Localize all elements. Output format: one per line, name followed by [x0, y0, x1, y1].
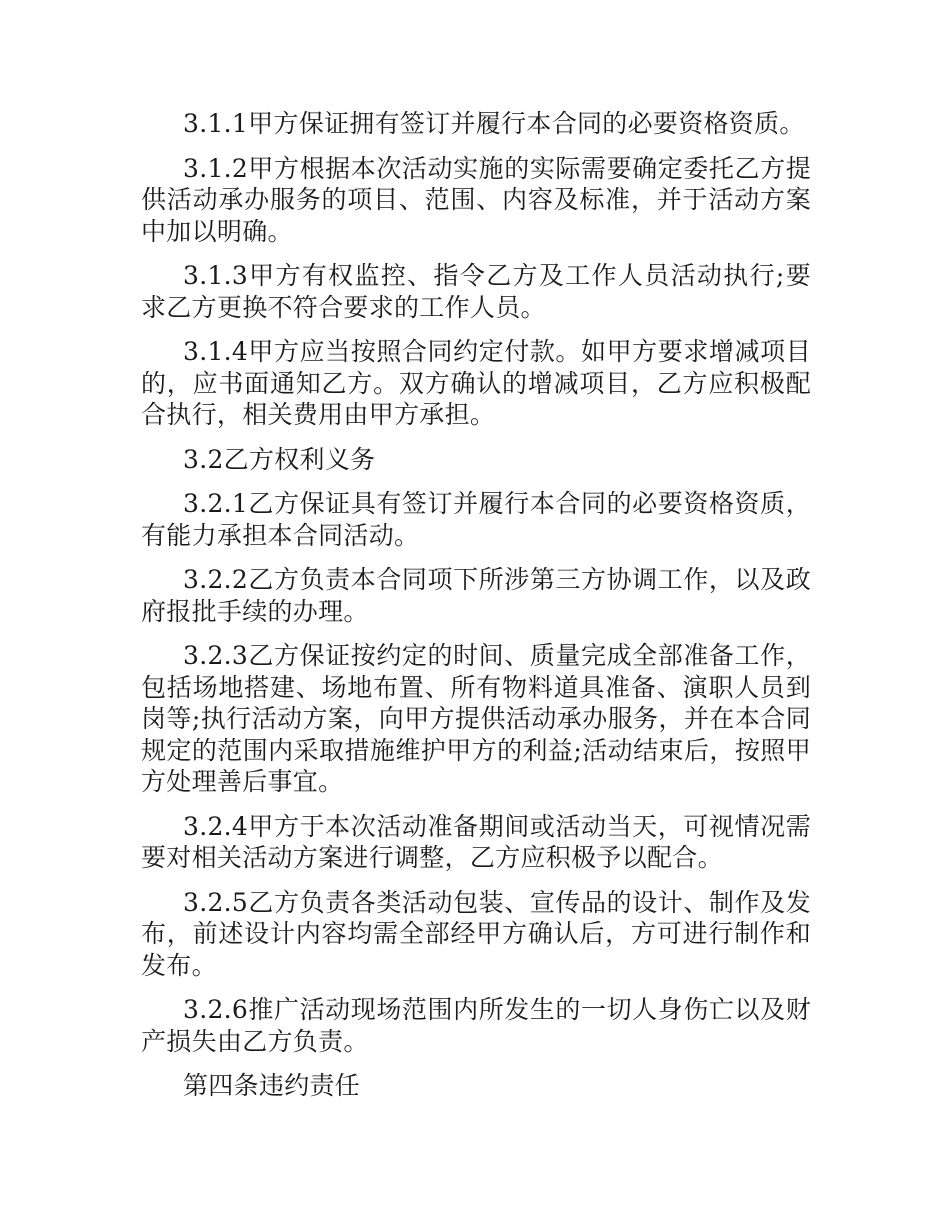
clause-3-2-1: 3.2.1乙方保证具有签订并履行本合同的必要资格资质，有能力承担本合同活动。 [141, 489, 811, 550]
clause-3-2-6: 3.2.6推广活动现场范围内所发生的一切人身伤亡以及财产损失由乙方负责。 [141, 995, 811, 1056]
section-3-2-heading: 3.2乙方权利义务 [183, 444, 376, 474]
clause-3-2-5: 3.2.5乙方负责各类活动包装、宣传品的设计、制作及发布，前述设计内容均需全部经甲方确认后，方可进行制作和发布。 [141, 887, 811, 980]
clause-3-2-2: 3.2.2乙方负责本合同项下所涉第三方协调工作，以及政府报批手续的办理。 [141, 565, 811, 626]
clause-3-1-3: 3.1.3甲方有权监控、指令乙方及工作人员活动执行;要求乙方更换不符合要求的工作人员。 [141, 261, 811, 322]
document-body [141, 108, 811, 1115]
clause-3-2-3: 3.2.3乙方保证按约定的时间、质量完成全部准备工作，包括场地搭建、场地布置、所有物料道具准备、演职人员到岗等;执行活动方案，向甲方提供活动承办服务，并在本合同规定的范围内采取措施维护甲方的利益;活动结束后，按照甲方处理善后事宜。 [141, 641, 811, 796]
clause-3-1-1: 3.1.1甲方保证拥有签订并履行本合同的必要资格资质。 [183, 109, 805, 138]
article-4-heading: 第四条违约责任 [183, 1071, 361, 1100]
clause-3-1-2: 3.1.2甲方根据本次活动实施的实际需要确定委托乙方提供活动承办服务的项目、范围、内容及标准，并于活动方案中加以明确。 [141, 153, 811, 246]
clause-3-2-4: 3.2.4甲方于本次活动准备期间或活动当天，可视情况需要对相关活动方案进行调整，乙方应积极予以配合。 [141, 811, 811, 872]
clause-3-1-4: 3.1.4甲方应当按照合同约定付款。如甲方要求增减项目的，应书面通知乙方。双方确认的增减项目，乙方应积极配合执行，相关费用由甲方承担。 [141, 337, 811, 429]
